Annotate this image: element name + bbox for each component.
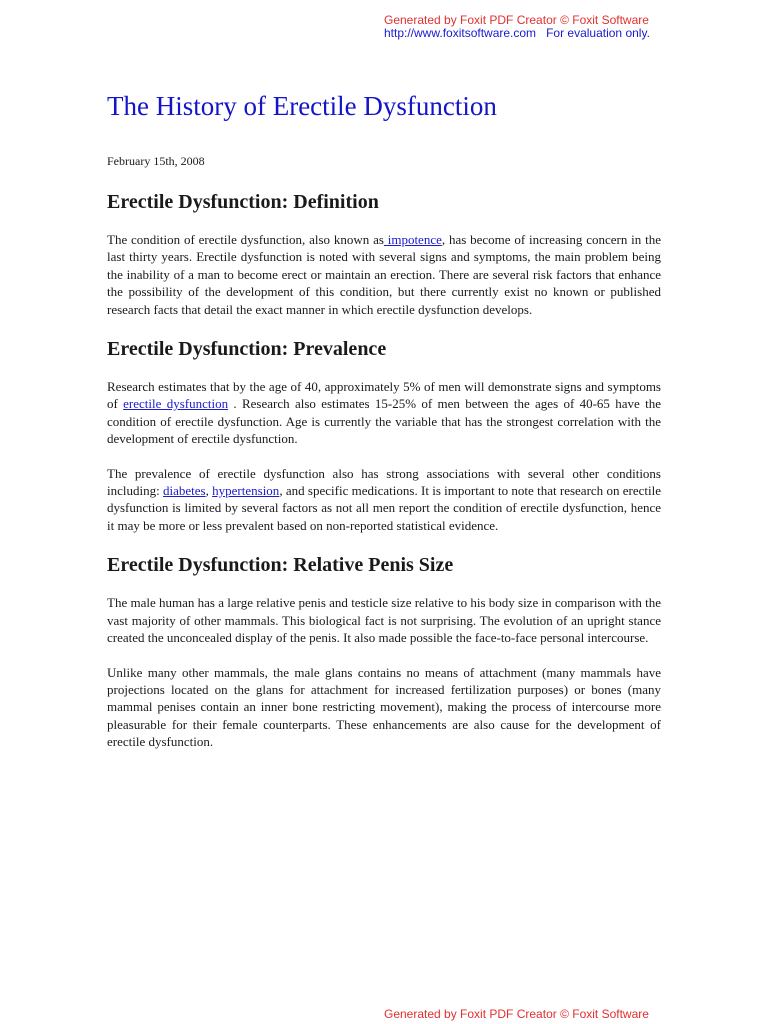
- paragraph-relative-size-1: [107, 594, 661, 646]
- impotence-link[interactable]: impotence: [383, 232, 442, 247]
- watermark-url-line: [384, 27, 650, 40]
- paragraph-relative-size-2: [107, 664, 661, 751]
- paragraph-definition: [107, 231, 661, 318]
- section-heading-prevalence: Erectile Dysfunction: Prevalence: [107, 338, 387, 361]
- watermark-generated-text: Generated by Foxit PDF Creator © Foxit Software: [384, 13, 649, 27]
- paragraph-prevalence-1: [107, 378, 661, 448]
- document-date: February 15th, 2008: [107, 154, 205, 168]
- hypertension-link[interactable]: hypertension: [212, 483, 280, 499]
- paragraph-text: , has become of increasing concern in the last thirty years. Erectile dysfunction is noted with several signs and symptoms, the main problem being the inability of a man to become erect or maintain an erection. There are several risk factors that enhance the possibility of the development of this condition, but there currently exist no known or published research facts that detail the exact manner in which erectile dysfunction develops.: [107, 232, 661, 317]
- document-body: [107, 88, 661, 751]
- paragraph-text: Unlike many other mammals, the male glans contains no means of attachment (many mammals have projections located on the glans for attachment for increased fertilization purposes) or bones (many mammal penises contain an inner bone restricting movement), making the process of intercourse more pleasurable for their female counterparts. These enhancements are also cause for the development of erectile dysfunction.: [107, 664, 661, 750]
- paragraph-text: . Research also estimates 15-25% of men between the ages of 40-65 have the condition of erectile dysfunction. Age is currently the variable that has the strongest correlation with the development of erectile dysfunction.: [107, 396, 661, 447]
- watermark-url-link[interactable]: http://www.foxitsoftware.com: [384, 26, 537, 40]
- foxit-watermark-bottom: [384, 1008, 649, 1021]
- paragraph-text: ,: [205, 483, 213, 499]
- section-heading-relative-size: Erectile Dysfunction: Relative Penis Size: [107, 554, 454, 577]
- erectile-dysfunction-link[interactable]: erectile dysfunction: [123, 396, 229, 412]
- document-title: The History of Erectile Dysfunction: [107, 91, 497, 121]
- watermark-generated-text: Generated by Foxit PDF Creator © Foxit Software: [384, 1007, 649, 1021]
- foxit-watermark-top: [384, 14, 650, 40]
- section-heading-definition: Erectile Dysfunction: Definition: [107, 191, 379, 213]
- watermark-eval-text: For evaluation only.: [546, 26, 650, 40]
- paragraph-text: The condition of erectile dysfunction, also known as: [107, 232, 384, 247]
- diabetes-link[interactable]: diabetes: [163, 483, 206, 499]
- paragraph-prevalence-2: [107, 465, 661, 535]
- paragraph-text: The prevalence of erectile dysfunction also has strong associations with several other conditions including:: [107, 465, 661, 499]
- paragraph-text: , and specific medications. It is important to note that research on erectile dysfunction is limited by several factors as not all men report the condition of erectile dysfunction, hence it may be more or less prevalent based on non-reported statistical evidence.: [107, 483, 662, 533]
- paragraph-text: Research estimates that by the age of 40, approximately 5% of men will demonstrate signs and symptoms of: [107, 379, 661, 412]
- paragraph-text: The male human has a large relative penis and testicle size relative to his body size in comparison with the vast majority of other mammals. This biological fact is not surprising. The evolution of an upright stance created the unconcealed display of the penis. It also made possible the face-to-face personal intercourse.: [107, 595, 661, 646]
